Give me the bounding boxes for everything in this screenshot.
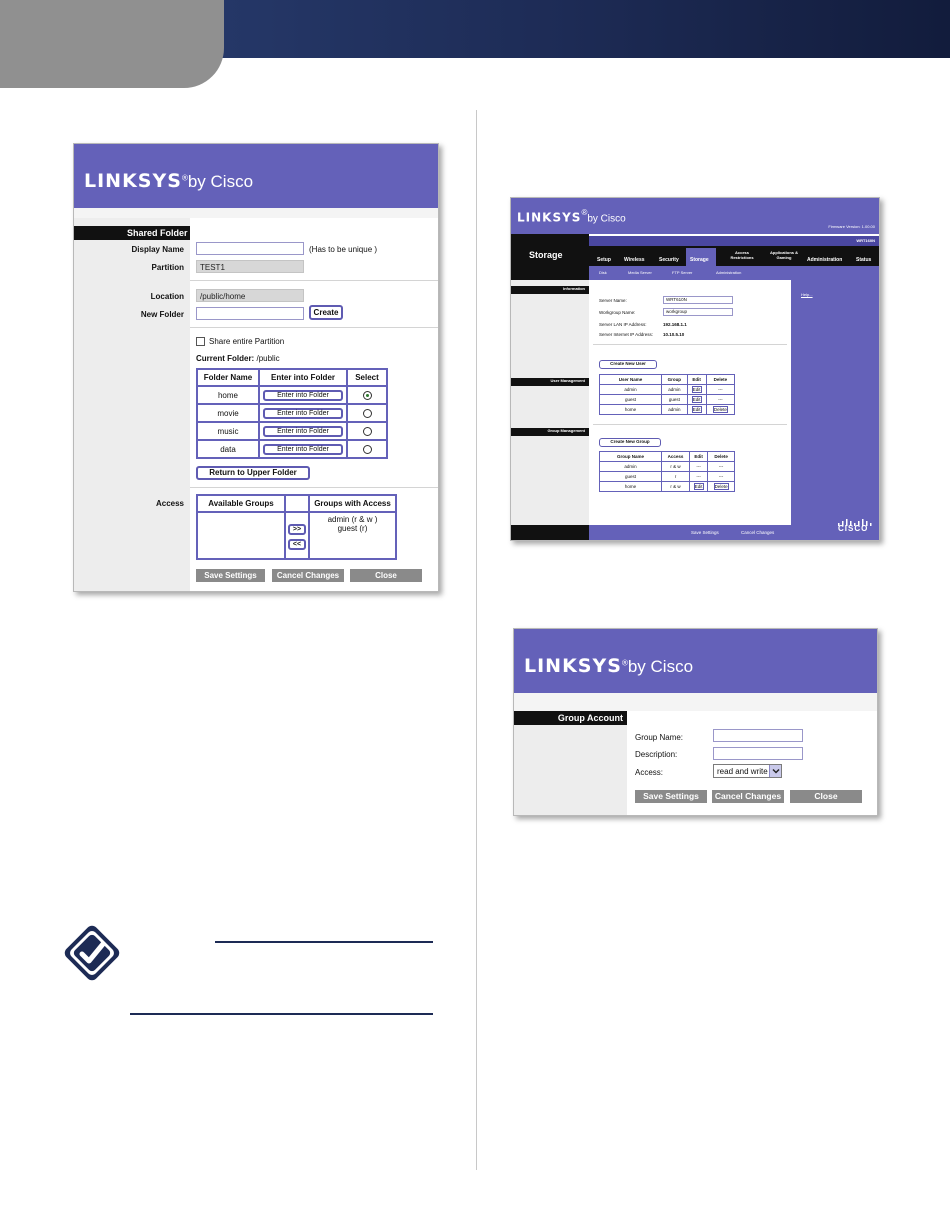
linksys-logo: LINKSYS®by Cisco [524,655,694,677]
location-label: Location [150,292,184,301]
share-partition-label: Share entire Partition [209,337,285,346]
tab-security[interactable]: Security [659,257,679,263]
tab-setup[interactable]: Setup [597,257,611,263]
user-group-cell: admin [662,405,688,415]
firmware-version: Firmware Version: 1.00.00 [828,224,875,229]
server-name-input[interactable]: WRT610N [663,296,733,304]
display-name-input[interactable] [196,242,304,255]
groups-with-access-list[interactable] [309,512,396,559]
new-folder-input[interactable] [196,307,304,320]
subtab-administration[interactable]: Administration [716,270,742,275]
group-access-cell: r & w [662,462,690,472]
partition-label: Partition [151,263,184,272]
create-new-group-button[interactable]: Create New Group [599,438,661,447]
edit-group-button[interactable]: Edit [694,484,703,489]
user-management-label: User Management [511,378,589,386]
remove-group-button[interactable]: << [288,539,306,550]
select-radio[interactable] [363,427,372,436]
model-name: WRT160N [856,238,875,243]
cancel-changes-button[interactable]: Cancel Changes [272,569,344,582]
group-name-header: Group Name [600,452,662,462]
workgroup-label: Workgroup Name: [599,310,636,315]
save-settings-button[interactable]: Save Settings [635,790,707,803]
return-upper-folder-button[interactable]: Return to Upper Folder [196,466,310,480]
enter-folder-header: Enter into Folder [259,369,347,386]
internet-ip-value: 10.10.5.10 [663,332,685,337]
subtab-media-server[interactable]: Media Server [628,270,652,275]
current-folder: Current Folder: /public [196,354,280,363]
enter-folder-button[interactable]: Enter into Folder [263,444,343,455]
chapter-tab [0,0,224,88]
tab-applications-gaming[interactable]: Applications & Gaming [769,250,798,260]
group-management-label: Group Management [511,428,589,436]
tab-status[interactable]: Status [856,257,872,263]
checkmark-icon [63,924,121,982]
delete-cell: --- [708,472,735,482]
workgroup-input[interactable]: workgroup [663,308,733,316]
tab-access-restrictions[interactable]: Access Restrictions [730,250,754,260]
access-select-value: read and write [717,767,768,776]
access-select[interactable] [713,764,782,778]
user-name-cell: guest [600,395,662,405]
available-groups-list[interactable] [197,512,285,559]
available-groups-header: Available Groups [197,495,285,512]
section-title: Storage [529,250,563,260]
linksys-logo: LINKSYS®by Cisco [517,208,626,225]
access-label: Access: [635,768,664,777]
group-header: Group [662,375,688,385]
delete-group-button[interactable]: Delete [714,484,728,489]
select-radio[interactable] [363,409,372,418]
storage-panel [510,197,880,541]
edit-user-button[interactable]: Edit [692,407,701,412]
section-title: Group Account [514,711,627,725]
delete-header: Delete [708,452,735,462]
description-label: Description: [635,750,678,759]
description-input[interactable] [713,747,803,760]
subtab-ftp-server[interactable]: FTP Server [672,270,693,275]
tab-wireless[interactable]: Wireless [624,257,645,263]
user-name-cell: home [600,405,662,415]
server-name-label: Server Name: [599,298,627,303]
footer-left [511,525,589,541]
edit-user-button[interactable]: Edit [692,387,701,392]
delete-cell: --- [706,395,734,405]
side-column [514,711,627,816]
cisco-bars-icon [837,514,873,522]
lan-ip-label: Server LAN IP Address: [599,322,647,327]
share-partition-checkbox[interactable] [196,337,205,346]
close-button[interactable]: Close [790,790,862,803]
user-name-cell: admin [600,385,662,395]
add-group-button[interactable]: >> [288,524,306,535]
lan-ip-value: 192.168.1.1 [663,322,687,327]
group-table [599,451,735,492]
save-settings-button[interactable]: Save Settings [691,530,719,535]
access-table [196,494,397,560]
tab-administration[interactable]: Administration [807,257,843,263]
display-name-hint: (Has to be unique ) [309,245,378,254]
select-header: Select [347,369,387,386]
group-access-cell: r & w [662,482,690,492]
chevron-down-icon[interactable] [769,765,781,777]
user-group-cell: admin [662,385,688,395]
folder-name-cell: movie [197,404,259,422]
delete-cell: --- [706,385,734,395]
information-label: Information [511,286,589,294]
cancel-changes-button[interactable]: Cancel Changes [712,790,784,803]
linksys-logo: LINKSYS®by Cisco [84,170,254,192]
create-button[interactable]: Create [309,305,343,320]
partition-field: TEST1 [196,260,304,273]
delete-cell: --- [708,462,735,472]
save-settings-button[interactable]: Save Settings [196,569,265,582]
folder-name-cell: music [197,422,259,440]
groups-with-access-header: Groups with Access [309,495,396,512]
edit-header: Edit [687,375,706,385]
enter-folder-button[interactable]: Enter into Folder [263,426,343,437]
folder-table [196,368,388,459]
subtab-disk[interactable]: Disk [599,270,607,275]
edit-cell: --- [690,472,708,482]
folder-name-header: Folder Name [197,369,259,386]
display-name-label: Display Name [131,245,184,254]
group-access-cell: r [662,472,690,482]
select-radio[interactable] [363,391,372,400]
new-folder-label: New Folder [140,310,184,319]
group-name-label: Group Name: [635,733,684,742]
group-name-cell: guest [600,472,662,482]
delete-user-button[interactable]: Delete [713,407,727,412]
shared-folder-panel [73,143,439,592]
close-button[interactable]: Close [350,569,422,582]
help-column [791,280,880,525]
enter-folder-button[interactable]: Enter into Folder [263,408,343,419]
help-link[interactable]: Help... [801,292,813,297]
model-bar [589,236,880,246]
note-bottom-rule [130,1013,433,1015]
tab-storage-label: Storage [690,257,709,263]
create-new-user-button[interactable]: Create New User [599,360,657,369]
select-radio[interactable] [363,445,372,454]
edit-user-button[interactable]: Edit [692,397,701,402]
cisco-logo: CISCO [838,524,869,533]
cancel-changes-button[interactable]: Cancel Changes [741,530,775,535]
edit-cell: --- [690,462,708,472]
internet-ip-label: Server Internet IP Address: [599,332,653,337]
side-column [74,218,190,592]
delete-header: Delete [706,375,734,385]
group-name-cell: admin [600,462,662,472]
folder-name-cell: data [197,440,259,458]
access-label: Access [155,499,184,508]
user-group-cell: guest [662,395,688,405]
folder-name-cell: home [197,386,259,404]
column-divider [476,110,477,1170]
section-title: Shared Folder [74,226,190,240]
edit-header: Edit [690,452,708,462]
group-name-cell: home [600,482,662,492]
access-group-item[interactable]: guest (r) [337,524,368,533]
user-table [599,374,735,415]
group-name-input[interactable] [713,729,803,742]
user-name-header: User Name [600,375,662,385]
note-top-rule [215,941,433,943]
access-header: Access [662,452,690,462]
location-field: /public/home [196,289,304,302]
enter-folder-button[interactable]: Enter into Folder [263,390,343,401]
access-group-item[interactable]: admin (r & w ) [327,515,378,524]
group-account-panel [513,628,878,816]
side-column [511,280,589,525]
